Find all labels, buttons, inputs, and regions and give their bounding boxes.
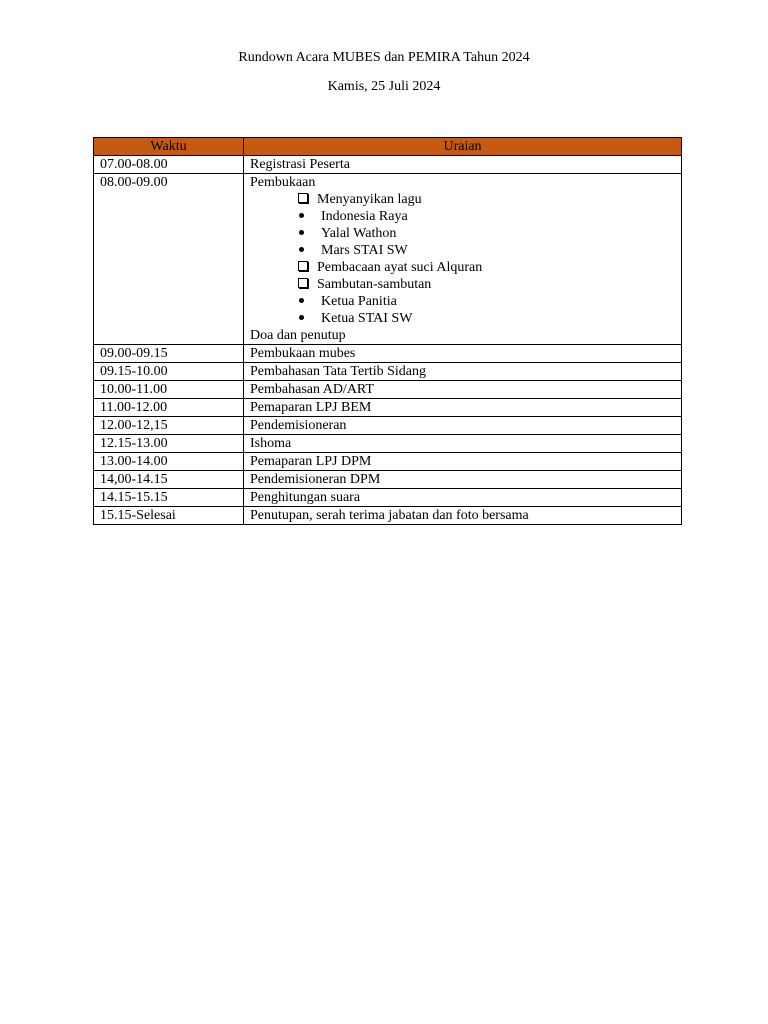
table-row xyxy=(94,399,682,417)
document-title: Rundown Acara MUBES dan PEMIRA Tahun 2024 xyxy=(238,50,530,65)
description-cell: Pembukaan mubes xyxy=(244,345,682,363)
table-row xyxy=(94,381,682,399)
bullet-item: Indonesia Raya xyxy=(250,208,675,225)
description-cell: Registrasi Peserta xyxy=(244,156,682,174)
bullet-item: Yalal Wathon xyxy=(250,225,675,242)
time-cell: 09.00-09.15 xyxy=(94,345,244,363)
table-row xyxy=(94,453,682,471)
table-row xyxy=(94,435,682,453)
description-cell: Pembahasan AD/ART xyxy=(244,381,682,399)
time-cell: 11.00-12.00 xyxy=(94,399,244,417)
description-cell: Pendemisioneran DPM xyxy=(244,471,682,489)
table-header-row xyxy=(94,138,682,156)
bullet-icon xyxy=(299,247,304,252)
bullet-item: Mars STAI SW xyxy=(250,242,675,259)
table-row-opening xyxy=(94,174,682,345)
bullet-icon xyxy=(299,298,304,303)
description-cell: Penghitungan suara xyxy=(244,489,682,507)
table-row xyxy=(94,417,682,435)
bullet-item: Ketua STAI SW xyxy=(250,310,675,327)
table-row xyxy=(94,156,682,174)
time-cell: 07.00-08.00 xyxy=(94,156,244,174)
opening-closing: Doa dan penutup xyxy=(250,328,346,343)
description-cell: Pemaparan LPJ BEM xyxy=(244,399,682,417)
description-cell: Ishoma xyxy=(244,435,682,453)
rundown-table xyxy=(93,137,682,525)
time-cell: 10.00-11.00 xyxy=(94,381,244,399)
bullet-icon xyxy=(299,230,304,235)
table-row xyxy=(94,489,682,507)
bullet-item: Ketua Panitia xyxy=(250,293,675,310)
table-row xyxy=(94,471,682,489)
checkbox-bullet-icon xyxy=(298,278,308,288)
time-cell: 14,00-14.15 xyxy=(94,471,244,489)
time-cell: 12.15-13.00 xyxy=(94,435,244,453)
table-row xyxy=(94,345,682,363)
time-cell: 08.00-09.00 xyxy=(94,174,244,345)
bullet-icon xyxy=(299,213,304,218)
description-cell: Pendemisioneran xyxy=(244,417,682,435)
table-row xyxy=(94,507,682,525)
checkbox-bullet-icon xyxy=(298,261,308,271)
description-cell: Pembahasan Tata Tertib Sidang xyxy=(244,363,682,381)
opening-heading: Pembukaan xyxy=(250,175,316,190)
column-header-waktu: Waktu xyxy=(94,138,244,156)
checklist-item: Menyanyikan lagu xyxy=(250,191,675,208)
table-row xyxy=(94,363,682,381)
opening-description-cell xyxy=(244,174,682,345)
description-cell: Penutupan, serah terima jabatan dan foto bersama xyxy=(244,507,682,525)
time-cell: 12.00-12,15 xyxy=(94,417,244,435)
checklist-item: Pembacaan ayat suci Alquran xyxy=(250,259,675,276)
document-date: Kamis, 25 Juli 2024 xyxy=(327,79,441,94)
time-cell: 14.15-15.15 xyxy=(94,489,244,507)
time-cell: 15.15-Selesai xyxy=(94,507,244,525)
bullet-icon xyxy=(299,315,304,320)
checklist-item: Sambutan-sambutan xyxy=(250,276,675,293)
time-cell: 09.15-10.00 xyxy=(94,363,244,381)
column-header-uraian: Uraian xyxy=(244,138,682,156)
description-cell: Pemaparan LPJ DPM xyxy=(244,453,682,471)
time-cell: 13.00-14.00 xyxy=(94,453,244,471)
checkbox-bullet-icon xyxy=(298,193,308,203)
